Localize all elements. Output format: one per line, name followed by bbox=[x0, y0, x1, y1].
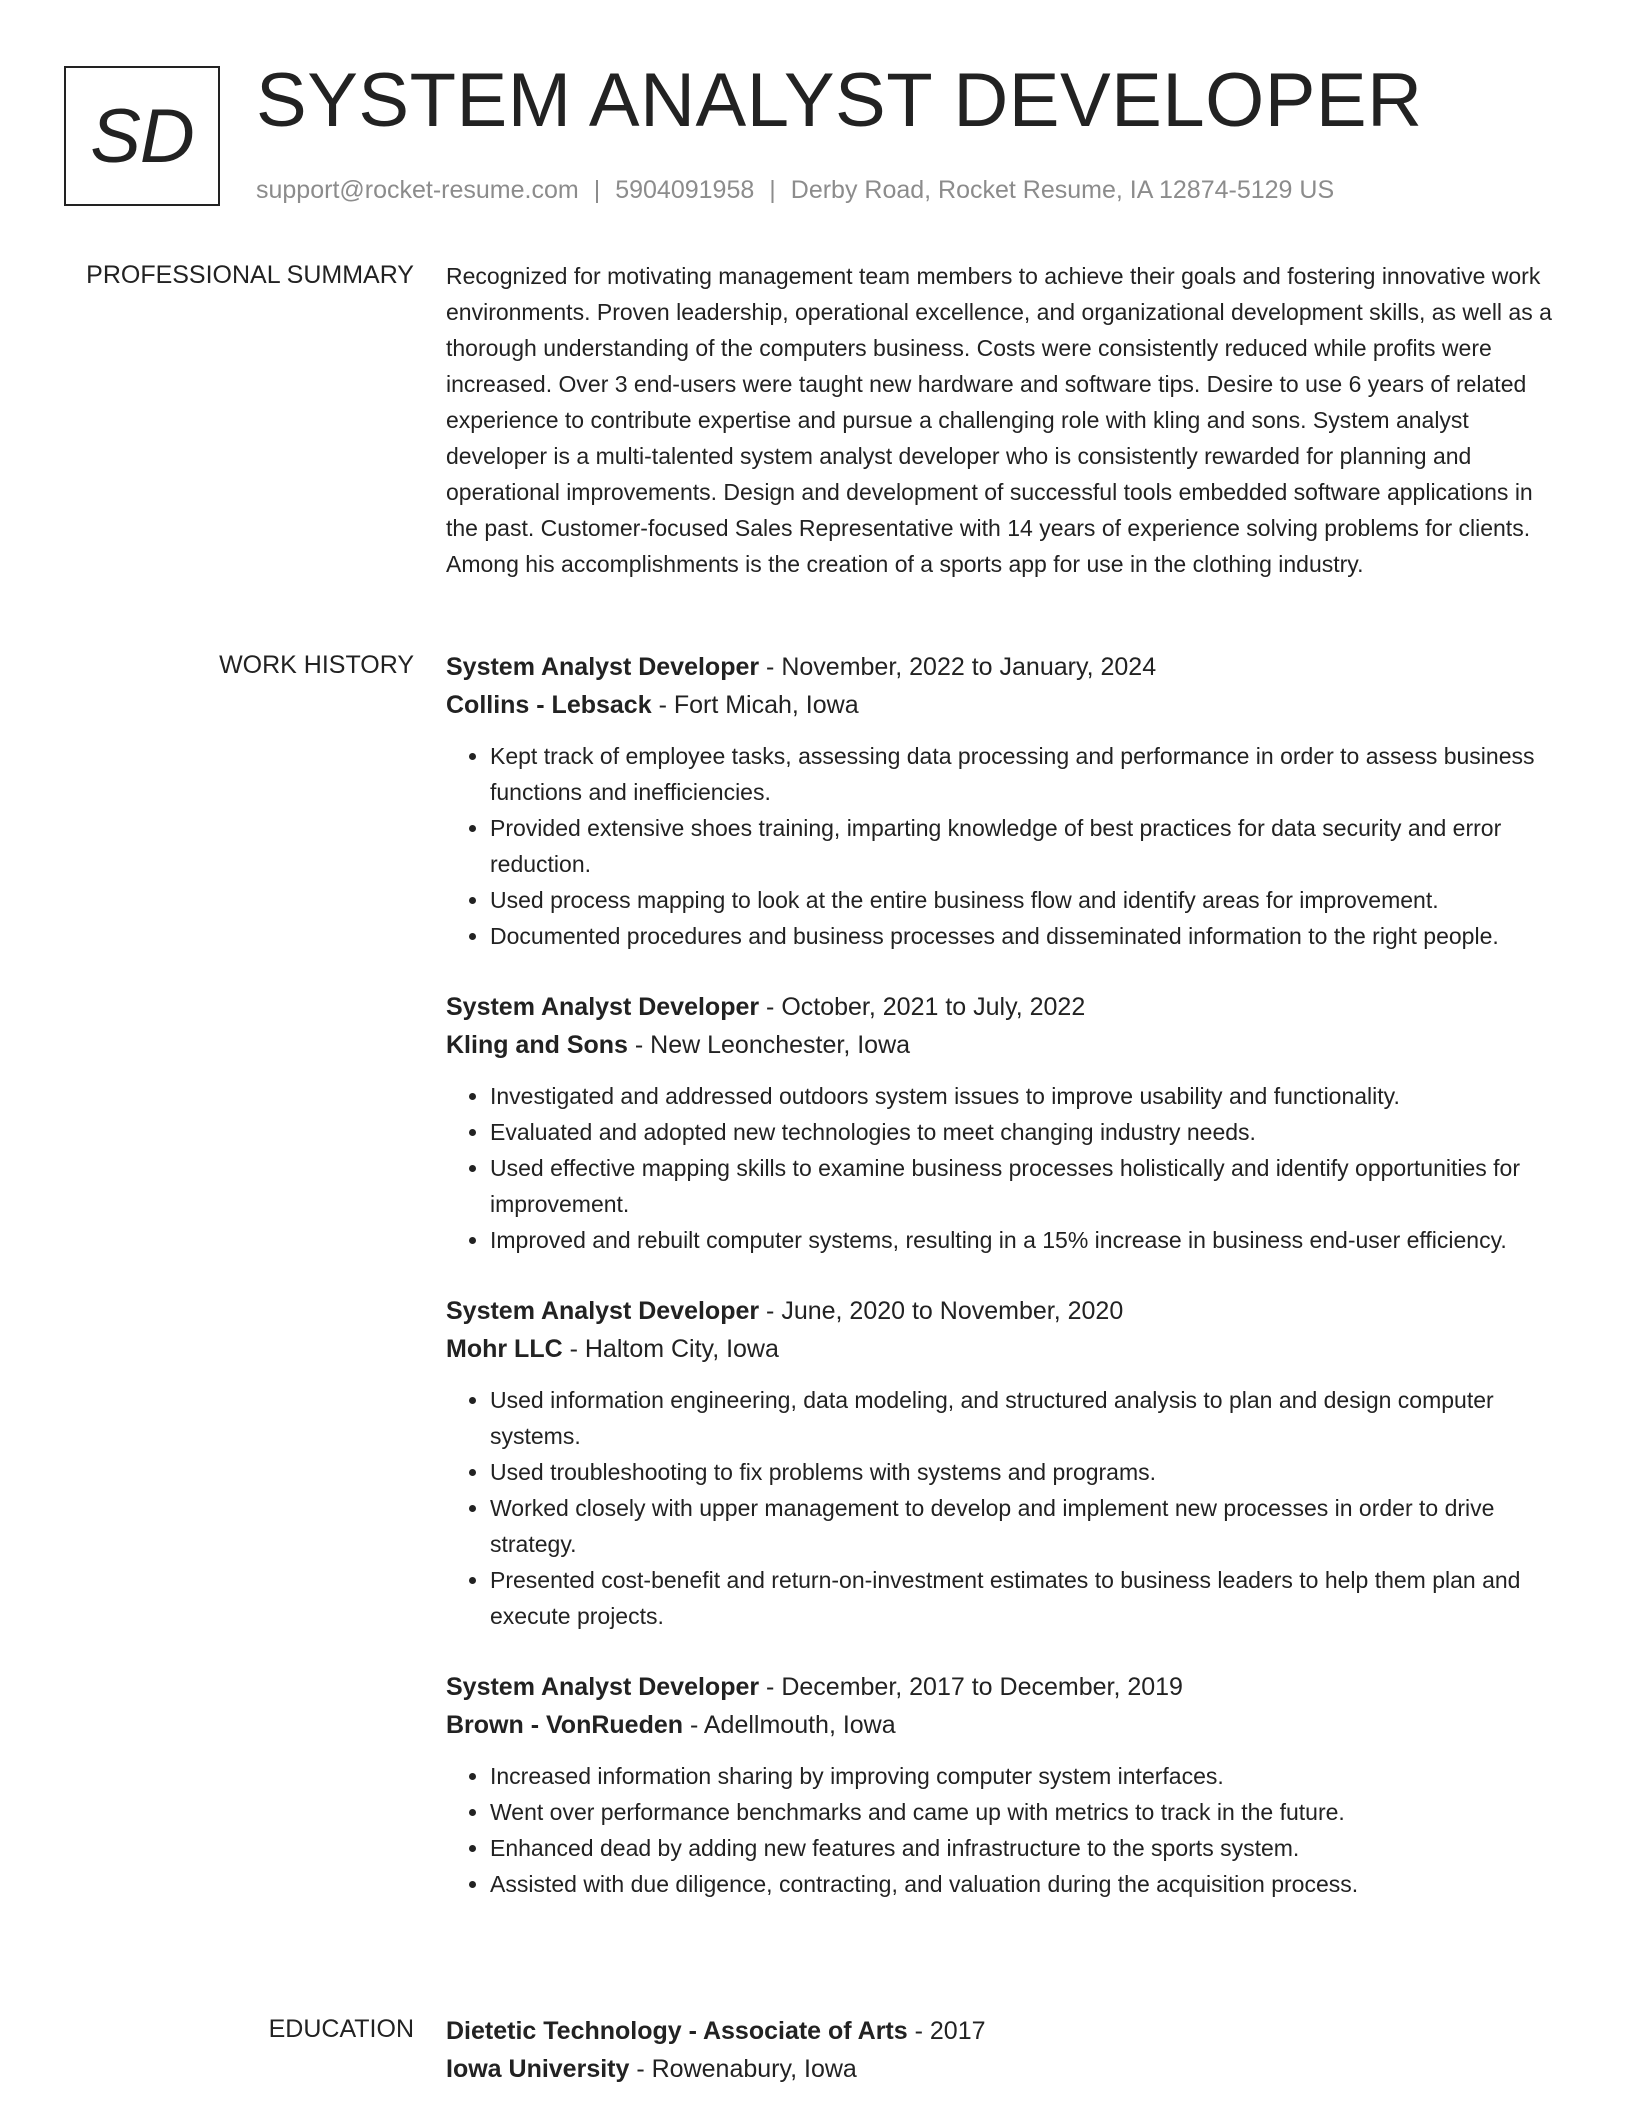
education-year: - 2017 bbox=[907, 2017, 986, 2045]
job-bullet: • Used information engineering, data modeling, and structured analysis to plan and design computer systems. bbox=[490, 1382, 1566, 1454]
job-bullet: • Assisted with due diligence, contracting, and valuation during the acquisition process. bbox=[490, 1866, 1566, 1902]
section-label-work-history: WORK HISTORY bbox=[219, 651, 414, 679]
monogram-box bbox=[64, 66, 220, 206]
summary-text: Recognized for motivating management team members to achieve their goals and fostering innovative work environments. Proven leadership, operational excellence, and organizational development skills, as well as a thorough understanding of the computers business. Costs were consistently reduced while profits were increased. Over 3 end-users were taught new hardware and software tips. Desire to use 6 years of related experience to contribute expertise and pursue a challenging role with kling and sons. System analyst developer is a multi-talented system analyst developer who is consistently rewarded for planning and operational improvements. Design and development of successful tools embedded software applications in the past. Customer-focused Sales Representative with 14 years of experience solving problems for clients. Among his accomplishments is the creation of a sports app for use in the clothing industry. bbox=[446, 263, 1552, 577]
section-label-education: EDUCATION bbox=[268, 2015, 414, 2043]
job-bullet: • Presented cost-benefit and return-on-investment estimates to business leaders to help them plan and execute projects. bbox=[490, 1562, 1566, 1634]
job-bullet: • Kept track of employee tasks, assessing data processing and performance in order to assess business functions and inefficiencies. bbox=[490, 738, 1566, 810]
job-title: System Analyst Developer bbox=[446, 653, 760, 681]
job-company: Kling and Sons bbox=[446, 1031, 628, 1059]
job-bullet: • Improved and rebuilt computer systems, resulting in a 15% increase in business end-user efficiency. bbox=[490, 1222, 1566, 1258]
job-title: System Analyst Developer bbox=[446, 1673, 760, 1701]
section-label-summary: PROFESSIONAL SUMMARY bbox=[86, 261, 414, 289]
job-company: Brown - VonRueden bbox=[446, 1711, 684, 1739]
contact-email: support@rocket-resume.com bbox=[256, 176, 579, 204]
job-company-line bbox=[446, 1330, 1566, 1368]
job-bullet: • Evaluated and adopted new technologies to meet changing industry needs. bbox=[490, 1114, 1566, 1150]
job-company-line bbox=[446, 1026, 1566, 1064]
job-bullets bbox=[446, 1758, 1566, 1902]
job-bullets bbox=[446, 1078, 1566, 1258]
contact-separator: | bbox=[769, 176, 776, 204]
job-bullets bbox=[446, 738, 1566, 954]
job-company-line bbox=[446, 1706, 1566, 1744]
job-title-line bbox=[446, 1668, 1566, 1706]
job-title: System Analyst Developer bbox=[446, 993, 760, 1021]
job-title-line bbox=[446, 1292, 1566, 1330]
contact-phone: 5904091958 bbox=[615, 176, 755, 204]
education-degree-line bbox=[446, 2012, 1566, 2050]
education-school-line bbox=[446, 2050, 1566, 2088]
job-dates: - December, 2017 to December, 2019 bbox=[759, 1673, 1183, 1701]
job-bullet: • Used process mapping to look at the entire business flow and identify areas for improvement. bbox=[490, 882, 1566, 918]
contact-address: Derby Road, Rocket Resume, IA 12874-5129 US bbox=[790, 176, 1335, 204]
job-dates: - October, 2021 to July, 2022 bbox=[759, 993, 1086, 1021]
job-company: Collins - Lebsack bbox=[446, 691, 652, 719]
job-bullet: • Worked closely with upper management to develop and implement new processes in order to drive strategy. bbox=[490, 1490, 1566, 1562]
job-bullets bbox=[446, 1382, 1566, 1634]
education-location: - Rowenabury, Iowa bbox=[629, 2055, 857, 2083]
job-dates: - June, 2020 to November, 2020 bbox=[759, 1297, 1124, 1325]
job-entry bbox=[446, 648, 1566, 954]
job-bullet: • Increased information sharing by improving computer system interfaces. bbox=[490, 1758, 1566, 1794]
monogram-initials: SD bbox=[90, 93, 194, 179]
education-body bbox=[446, 2012, 1566, 2088]
education-school: Iowa University bbox=[446, 2055, 630, 2083]
job-bullet: • Investigated and addressed outdoors system issues to improve usability and functionality. bbox=[490, 1078, 1566, 1114]
job-company: Mohr LLC bbox=[446, 1335, 563, 1363]
job-entry bbox=[446, 1292, 1566, 1634]
job-company-line bbox=[446, 686, 1566, 724]
job-entry bbox=[446, 1668, 1566, 1902]
contact-line bbox=[256, 174, 1334, 206]
job-entry bbox=[446, 988, 1566, 1258]
job-location: - Adellmouth, Iowa bbox=[683, 1711, 896, 1739]
job-title-line bbox=[446, 988, 1566, 1026]
job-bullet: • Used effective mapping skills to examine business processes holistically and identify opportunities for improvement. bbox=[490, 1150, 1566, 1222]
contact-separator: | bbox=[593, 176, 601, 204]
job-bullet: • Enhanced dead by adding new features and infrastructure to the sports system. bbox=[490, 1830, 1566, 1866]
job-title: System Analyst Developer bbox=[446, 1297, 760, 1325]
job-location: - Fort Micah, Iowa bbox=[651, 691, 859, 719]
job-bullet: • Went over performance benchmarks and came up with metrics to track in the future. bbox=[490, 1794, 1566, 1830]
summary-body bbox=[446, 258, 1566, 582]
work-history-body bbox=[446, 648, 1566, 1936]
job-location: - New Leonchester, Iowa bbox=[627, 1031, 911, 1059]
job-bullet: • Used troubleshooting to fix problems with systems and programs. bbox=[490, 1454, 1566, 1490]
education-degree: Dietetic Technology - Associate of Arts bbox=[446, 2017, 908, 2045]
job-dates: - November, 2022 to January, 2024 bbox=[759, 653, 1157, 681]
job-location: - Haltom City, Iowa bbox=[562, 1335, 779, 1363]
job-bullet: • Documented procedures and business processes and disseminated information to the right people. bbox=[490, 918, 1566, 954]
job-title-line bbox=[446, 648, 1566, 686]
job-bullet: • Provided extensive shoes training, imparting knowledge of best practices for data security and error reduction. bbox=[490, 810, 1566, 882]
candidate-name: SYSTEM ANALYST DEVELOPER bbox=[256, 58, 1423, 143]
